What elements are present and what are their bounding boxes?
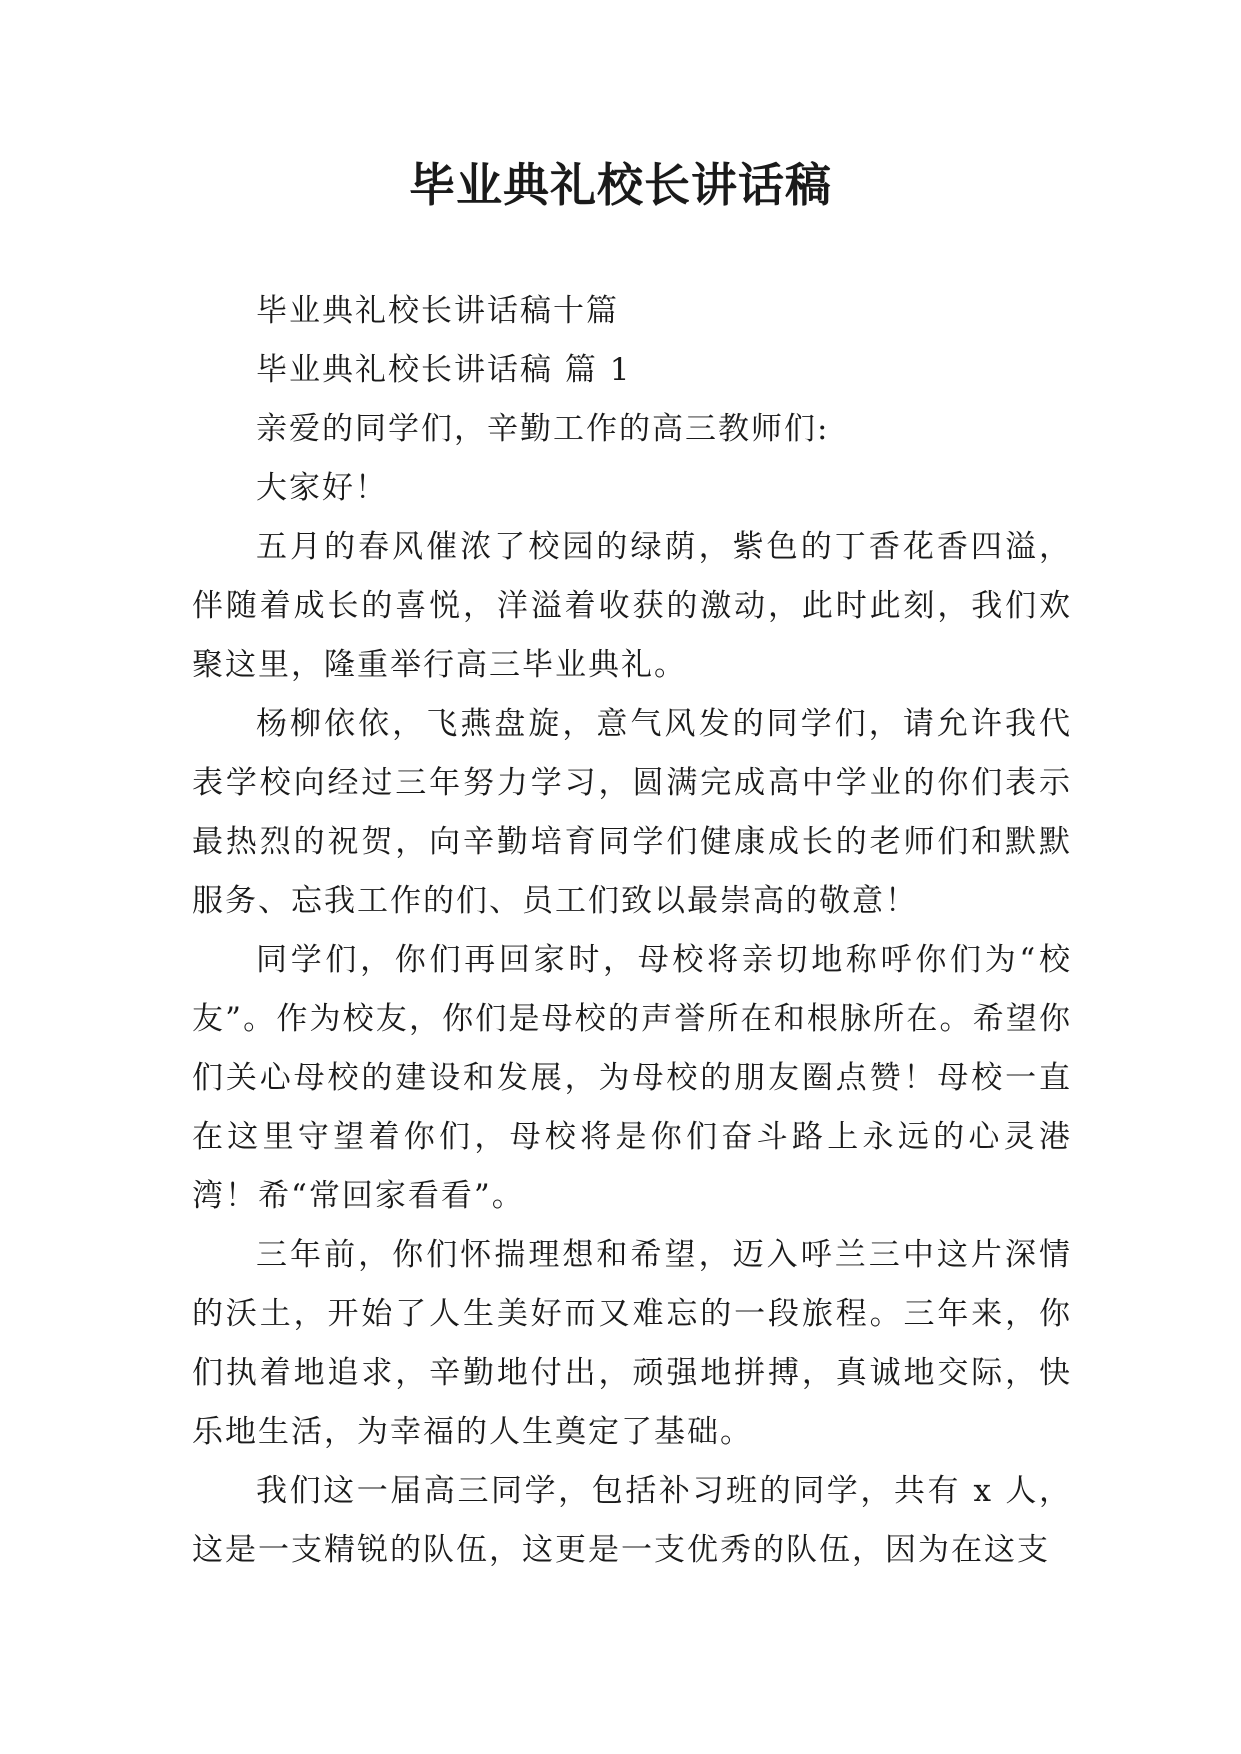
paragraph: 杨柳依依，飞燕盘旋，意气风发的同学们，请允许我代表学校向经过三年努力学习，圆满完成高中学业的你们表示最热烈的祝贺，向辛勤培育同学们健康成长的老师们和默默服务、忘我工作的们、员工们致以最崇高的敬意！	[192, 706, 1072, 919]
document-body	[192, 282, 1072, 1580]
paragraph: 五月的春风催浓了校园的绿荫，紫色的丁香花香四溢，伴随着成长的喜悦，洋溢着收获的激动，此时此刻，我们欢聚这里，隆重举行高三毕业典礼。	[192, 529, 1072, 683]
paragraph: 亲爱的同学们，辛勤工作的高三教师们:	[256, 411, 830, 447]
paragraph: 大家好！	[256, 470, 388, 506]
paragraph: 我们这一届高三同学，包括补习班的同学，共有 x 人，这是一支精锐的队伍，这更是一支优秀的队伍，因为在这支	[192, 1473, 1072, 1568]
paragraph: 毕业典礼校长讲话稿十篇	[256, 293, 619, 329]
paragraph: 三年前，你们怀揣理想和希望，迈入呼兰三中这片深情的沃土，开始了人生美好而又难忘的一段旅程。三年来，你们执着地追求，辛勤地付出，顽强地拼搏，真诚地交际，快乐地生活，为幸福的人生奠定了基础。	[192, 1237, 1072, 1450]
paragraph: 同学们，你们再回家时，母校将亲切地称呼你们为“校友”。作为校友，你们是母校的声誉所在和根脉所在。希望你们关心母校的建设和发展，为母校的朋友圈点赞！母校一直在这里守望着你们，母校将是你们奋斗路上永远的心灵港湾！希“常回家看看”。	[192, 942, 1072, 1214]
page-title: 毕业典礼校长讲话稿	[409, 158, 832, 212]
paragraph: 毕业典礼校长讲话稿 篇 1	[256, 352, 632, 388]
